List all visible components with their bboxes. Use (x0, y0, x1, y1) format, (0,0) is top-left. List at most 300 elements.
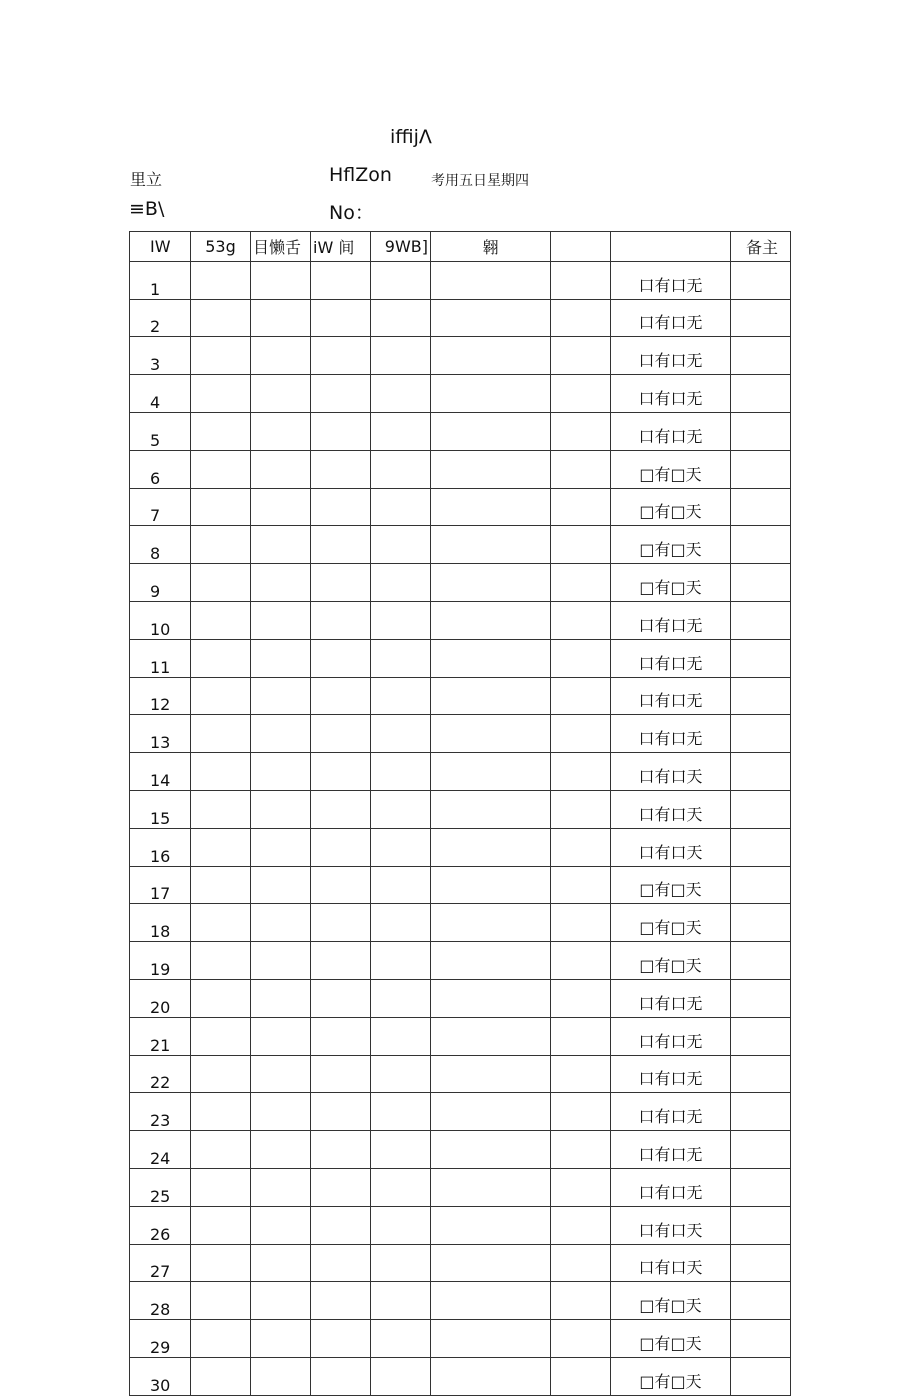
empty-cell (251, 299, 311, 337)
empty-cell (191, 942, 251, 980)
table-row (130, 337, 791, 375)
empty-cell (191, 601, 251, 639)
empty-cell (431, 942, 551, 980)
empty-cell (371, 375, 431, 413)
empty-cell (551, 942, 611, 980)
row-number: 24 (130, 1131, 191, 1169)
empty-cell (431, 904, 551, 942)
empty-cell (371, 1206, 431, 1244)
empty-cell (551, 261, 611, 299)
empty-cell (311, 828, 371, 866)
empty-cell (551, 715, 611, 753)
row-number: 6 (130, 450, 191, 488)
empty-cell (431, 337, 551, 375)
empty-cell (371, 1017, 431, 1055)
empty-cell (311, 488, 371, 526)
empty-cell (311, 261, 371, 299)
header-date: 考用五日星期四 (431, 173, 529, 189)
empty-cell (731, 601, 791, 639)
row-number: 1 (130, 261, 191, 299)
yes-no-option: 口有口无 (611, 261, 731, 299)
row-number: 2 (130, 299, 191, 337)
empty-cell (191, 1244, 251, 1282)
table-row (130, 904, 791, 942)
row-number: 9 (130, 564, 191, 602)
empty-cell (431, 979, 551, 1017)
empty-cell (251, 753, 311, 791)
yes-no-option: 口有口无 (611, 1168, 731, 1206)
header-cell: IW (130, 232, 191, 262)
empty-cell (191, 526, 251, 564)
empty-cell (371, 715, 431, 753)
table-row (130, 261, 791, 299)
row-number: 30 (130, 1357, 191, 1395)
table-row (130, 1244, 791, 1282)
table-row (130, 299, 791, 337)
empty-cell (431, 526, 551, 564)
yes-no-option: 口有口无 (611, 677, 731, 715)
empty-cell (551, 1017, 611, 1055)
empty-cell (251, 790, 311, 828)
row-number: 5 (130, 412, 191, 450)
empty-cell (251, 488, 311, 526)
empty-cell (371, 677, 431, 715)
inspection-table (129, 231, 791, 1396)
yes-no-option: 口有口天 (611, 1206, 731, 1244)
empty-cell (731, 337, 791, 375)
empty-cell (551, 1244, 611, 1282)
empty-cell (251, 1055, 311, 1093)
empty-cell (311, 450, 371, 488)
empty-cell (251, 526, 311, 564)
empty-cell (191, 677, 251, 715)
empty-cell (311, 677, 371, 715)
empty-cell (731, 1093, 791, 1131)
table-row (130, 375, 791, 413)
table-row (130, 1206, 791, 1244)
yes-no-option: 口有口无 (611, 1131, 731, 1169)
empty-cell (371, 261, 431, 299)
empty-cell (191, 1168, 251, 1206)
empty-cell (731, 828, 791, 866)
empty-cell (191, 828, 251, 866)
empty-cell (731, 942, 791, 980)
table-row (130, 1131, 791, 1169)
empty-cell (251, 1131, 311, 1169)
row-number: 13 (130, 715, 191, 753)
empty-cell (551, 1131, 611, 1169)
empty-cell (371, 828, 431, 866)
header-cell (551, 232, 611, 262)
header-number-label: No： (329, 202, 374, 224)
row-number: 4 (130, 375, 191, 413)
yes-no-option: 口有口无 (611, 639, 731, 677)
row-number: 28 (130, 1282, 191, 1320)
empty-cell (731, 904, 791, 942)
empty-cell (191, 412, 251, 450)
empty-cell (731, 564, 791, 602)
empty-cell (431, 790, 551, 828)
empty-cell (191, 1055, 251, 1093)
row-number: 10 (130, 601, 191, 639)
empty-cell (431, 1168, 551, 1206)
empty-cell (251, 639, 311, 677)
table-row (130, 753, 791, 791)
table-row (130, 828, 791, 866)
empty-cell (191, 1320, 251, 1358)
empty-cell (731, 790, 791, 828)
yes-no-option: □有□天 (611, 904, 731, 942)
yes-no-option: 口有口无 (611, 1055, 731, 1093)
empty-cell (431, 1093, 551, 1131)
empty-cell (431, 715, 551, 753)
empty-cell (431, 488, 551, 526)
empty-cell (731, 488, 791, 526)
empty-cell (431, 1017, 551, 1055)
empty-cell (551, 828, 611, 866)
table-row (130, 979, 791, 1017)
table-row (130, 1320, 791, 1358)
empty-cell (191, 904, 251, 942)
table-row (130, 488, 791, 526)
table-row (130, 601, 791, 639)
empty-cell (191, 753, 251, 791)
empty-cell (551, 677, 611, 715)
table-row (130, 564, 791, 602)
empty-cell (371, 639, 431, 677)
empty-cell (311, 564, 371, 602)
yes-no-option: □有□天 (611, 564, 731, 602)
empty-cell (311, 790, 371, 828)
row-number: 22 (130, 1055, 191, 1093)
empty-cell (371, 1131, 431, 1169)
empty-cell (371, 488, 431, 526)
empty-cell (311, 1320, 371, 1358)
yes-no-option: □有□天 (611, 866, 731, 904)
row-number: 16 (130, 828, 191, 866)
empty-cell (311, 639, 371, 677)
empty-cell (191, 1131, 251, 1169)
row-number: 29 (130, 1320, 191, 1358)
empty-cell (251, 1168, 311, 1206)
yes-no-option: 口有口天 (611, 1244, 731, 1282)
empty-cell (731, 677, 791, 715)
table-row (130, 639, 791, 677)
table-row (130, 790, 791, 828)
empty-cell (431, 1206, 551, 1244)
header-cell: iW 间 (311, 232, 371, 262)
empty-cell (251, 942, 311, 980)
table-row (130, 1055, 791, 1093)
empty-cell (251, 1093, 311, 1131)
row-number: 3 (130, 337, 191, 375)
table-row (130, 942, 791, 980)
empty-cell (431, 1244, 551, 1282)
empty-cell (431, 866, 551, 904)
empty-cell (311, 299, 371, 337)
row-number: 18 (130, 904, 191, 942)
yes-no-option: 口有口无 (611, 715, 731, 753)
row-number: 27 (130, 1244, 191, 1282)
yes-no-option: 口有口无 (611, 412, 731, 450)
row-number: 17 (130, 866, 191, 904)
header-cell: 53g (191, 232, 251, 262)
empty-cell (551, 1206, 611, 1244)
empty-cell (251, 412, 311, 450)
table-row (130, 1093, 791, 1131)
empty-cell (731, 412, 791, 450)
empty-cell (371, 564, 431, 602)
table-row (130, 1357, 791, 1395)
empty-cell (551, 979, 611, 1017)
empty-cell (551, 601, 611, 639)
empty-cell (731, 979, 791, 1017)
empty-cell (431, 753, 551, 791)
row-number: 14 (130, 753, 191, 791)
empty-cell (431, 1357, 551, 1395)
empty-cell (251, 375, 311, 413)
empty-cell (251, 1320, 311, 1358)
empty-cell (251, 450, 311, 488)
empty-cell (371, 753, 431, 791)
header-cell (611, 232, 731, 262)
empty-cell (191, 1357, 251, 1395)
empty-cell (371, 979, 431, 1017)
empty-cell (731, 753, 791, 791)
table-row (130, 1168, 791, 1206)
empty-cell (551, 866, 611, 904)
empty-cell (731, 866, 791, 904)
table-header-row (130, 232, 791, 262)
yes-no-option: □有□天 (611, 526, 731, 564)
empty-cell (311, 942, 371, 980)
empty-cell (731, 1244, 791, 1282)
header-cell: 目懒舌 (251, 232, 311, 262)
empty-cell (311, 1168, 371, 1206)
empty-cell (431, 828, 551, 866)
yes-no-option: 口有口无 (611, 299, 731, 337)
empty-cell (251, 904, 311, 942)
row-number: 25 (130, 1168, 191, 1206)
empty-cell (371, 299, 431, 337)
empty-cell (551, 1093, 611, 1131)
header-label-left-1: 里立 (130, 170, 163, 189)
empty-cell (371, 790, 431, 828)
yes-no-option: □有□天 (611, 1282, 731, 1320)
empty-cell (551, 790, 611, 828)
empty-cell (731, 1320, 791, 1358)
empty-cell (551, 1357, 611, 1395)
empty-cell (731, 526, 791, 564)
empty-cell (191, 564, 251, 602)
yes-no-option: 口有口无 (611, 337, 731, 375)
row-number: 23 (130, 1093, 191, 1131)
empty-cell (371, 1357, 431, 1395)
yes-no-option: 口有口无 (611, 375, 731, 413)
header-label-mid-1: HflZon (329, 164, 392, 186)
empty-cell (191, 715, 251, 753)
empty-cell (371, 866, 431, 904)
empty-cell (371, 450, 431, 488)
empty-cell (311, 1131, 371, 1169)
yes-no-option: □有□天 (611, 488, 731, 526)
empty-cell (251, 564, 311, 602)
table-row (130, 866, 791, 904)
empty-cell (251, 715, 311, 753)
empty-cell (251, 677, 311, 715)
row-number: 11 (130, 639, 191, 677)
empty-cell (311, 904, 371, 942)
empty-cell (431, 1131, 551, 1169)
row-number: 12 (130, 677, 191, 715)
yes-no-option: □有□天 (611, 450, 731, 488)
yes-no-option: 口有口无 (611, 1093, 731, 1131)
empty-cell (311, 979, 371, 1017)
empty-cell (731, 375, 791, 413)
table-row (130, 526, 791, 564)
row-number: 21 (130, 1017, 191, 1055)
header-cell: 翱 (431, 232, 551, 262)
empty-cell (431, 299, 551, 337)
empty-cell (191, 1093, 251, 1131)
empty-cell (551, 639, 611, 677)
empty-cell (251, 979, 311, 1017)
empty-cell (311, 337, 371, 375)
empty-cell (371, 526, 431, 564)
empty-cell (311, 1093, 371, 1131)
empty-cell (251, 1206, 311, 1244)
empty-cell (371, 337, 431, 375)
empty-cell (431, 261, 551, 299)
empty-cell (371, 1320, 431, 1358)
row-number: 15 (130, 790, 191, 828)
empty-cell (311, 1244, 371, 1282)
empty-cell (191, 979, 251, 1017)
empty-cell (551, 1320, 611, 1358)
empty-cell (311, 412, 371, 450)
empty-cell (551, 526, 611, 564)
empty-cell (251, 601, 311, 639)
empty-cell (431, 1055, 551, 1093)
empty-cell (551, 488, 611, 526)
yes-no-option: 口有口无 (611, 1017, 731, 1055)
empty-cell (431, 412, 551, 450)
empty-cell (311, 526, 371, 564)
empty-cell (251, 261, 311, 299)
empty-cell (731, 1017, 791, 1055)
empty-cell (431, 601, 551, 639)
empty-cell (551, 450, 611, 488)
empty-cell (371, 1055, 431, 1093)
empty-cell (191, 639, 251, 677)
empty-cell (191, 261, 251, 299)
empty-cell (191, 450, 251, 488)
empty-cell (311, 1357, 371, 1395)
yes-no-option: 口有口天 (611, 790, 731, 828)
header-cell-remarks: 备主 (731, 232, 791, 262)
empty-cell (431, 639, 551, 677)
empty-cell (191, 337, 251, 375)
empty-cell (731, 299, 791, 337)
empty-cell (431, 375, 551, 413)
empty-cell (731, 261, 791, 299)
empty-cell (731, 1055, 791, 1093)
empty-cell (191, 1206, 251, 1244)
empty-cell (551, 904, 611, 942)
empty-cell (191, 1017, 251, 1055)
empty-cell (311, 375, 371, 413)
empty-cell (251, 866, 311, 904)
yes-no-option: 口有口天 (611, 828, 731, 866)
empty-cell (311, 753, 371, 791)
empty-cell (311, 1055, 371, 1093)
empty-cell (551, 337, 611, 375)
table-row (130, 715, 791, 753)
empty-cell (731, 639, 791, 677)
empty-cell (731, 1168, 791, 1206)
empty-cell (551, 1168, 611, 1206)
empty-cell (371, 942, 431, 980)
empty-cell (371, 601, 431, 639)
table-row (130, 677, 791, 715)
empty-cell (551, 412, 611, 450)
row-number: 7 (130, 488, 191, 526)
header-label-left-2: ≡B\ (129, 198, 165, 220)
empty-cell (371, 1093, 431, 1131)
empty-cell (311, 866, 371, 904)
empty-cell (371, 1168, 431, 1206)
empty-cell (251, 1017, 311, 1055)
empty-cell (311, 1206, 371, 1244)
empty-cell (551, 753, 611, 791)
table-row (130, 412, 791, 450)
yes-no-option: □有□天 (611, 942, 731, 980)
yes-no-option: □有□天 (611, 1357, 731, 1395)
document-title: iffijΛ (390, 126, 432, 148)
empty-cell (731, 1131, 791, 1169)
row-number: 19 (130, 942, 191, 980)
empty-cell (371, 1244, 431, 1282)
empty-cell (731, 450, 791, 488)
empty-cell (191, 375, 251, 413)
empty-cell (731, 1357, 791, 1395)
empty-cell (311, 1017, 371, 1055)
empty-cell (251, 337, 311, 375)
empty-cell (431, 450, 551, 488)
table-row (130, 450, 791, 488)
empty-cell (371, 412, 431, 450)
empty-cell (431, 677, 551, 715)
empty-cell (311, 601, 371, 639)
empty-cell (191, 488, 251, 526)
yes-no-option: 口有口无 (611, 979, 731, 1017)
empty-cell (551, 375, 611, 413)
yes-no-option: 口有口无 (611, 601, 731, 639)
empty-cell (431, 564, 551, 602)
empty-cell (191, 299, 251, 337)
row-number: 20 (130, 979, 191, 1017)
empty-cell (191, 866, 251, 904)
empty-cell (251, 828, 311, 866)
empty-cell (731, 715, 791, 753)
empty-cell (551, 564, 611, 602)
header-cell: 9WB] (371, 232, 431, 262)
yes-no-option: □有□天 (611, 1320, 731, 1358)
empty-cell (191, 790, 251, 828)
empty-cell (371, 904, 431, 942)
row-number: 8 (130, 526, 191, 564)
empty-cell (551, 299, 611, 337)
